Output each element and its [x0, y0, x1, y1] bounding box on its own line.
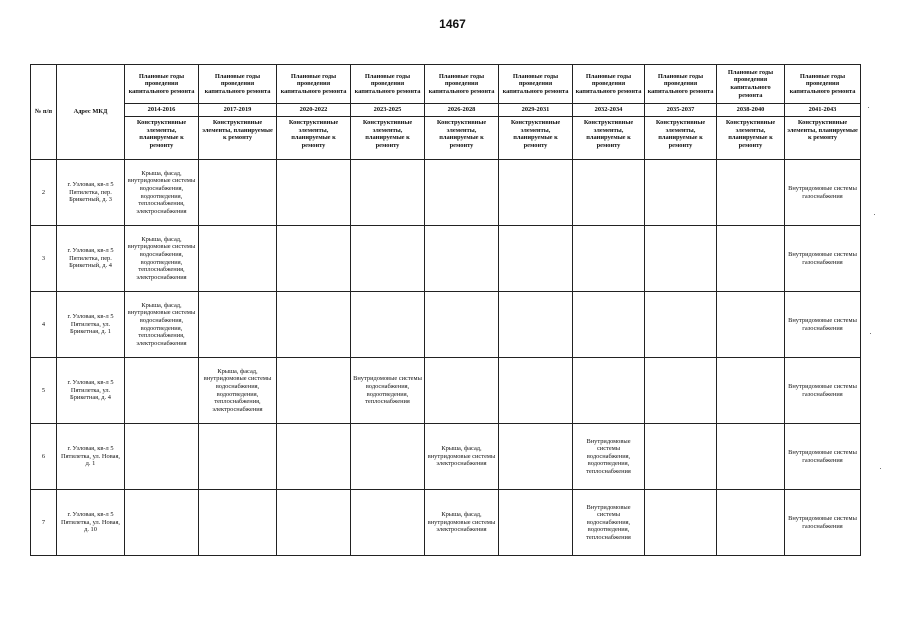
repair-cell — [199, 490, 277, 556]
repair-cell — [351, 160, 425, 226]
repair-cell — [351, 424, 425, 490]
repair-cell — [425, 358, 499, 424]
repair-cell — [573, 160, 645, 226]
period-years: 2026-2028 — [425, 104, 499, 117]
column-header-address: Адрес МКД — [57, 65, 125, 160]
repair-cell — [425, 226, 499, 292]
period-title: Плановые годы проведения капитального ремонта — [125, 65, 199, 104]
elements-header: Конструктивные элементы, планируемые к ремонту — [425, 117, 499, 160]
repair-cell: Внутридомовые системы газоснабжения — [785, 226, 861, 292]
period-title: Плановые годы проведения капитального ремонта — [785, 65, 861, 104]
repair-cell — [573, 292, 645, 358]
page-number: 1467 — [439, 17, 466, 31]
repair-cell — [717, 292, 785, 358]
repair-cell — [277, 358, 351, 424]
period-years: 2023-2025 — [351, 104, 425, 117]
period-years: 2035-2037 — [645, 104, 717, 117]
repair-cell — [125, 424, 199, 490]
period-years: 2038-2040 — [717, 104, 785, 117]
row-number: 2 — [31, 160, 57, 226]
row-address: г. Узловая, кв-л 5 Пятилетка, ул. Брикетная, д. 1 — [57, 292, 125, 358]
repair-cell: Крыша, фасад, внутридомовые системы электроснабжения — [425, 424, 499, 490]
period-years: 2020-2022 — [277, 104, 351, 117]
repair-cell — [425, 292, 499, 358]
row-address: г. Узловая, кв-л 5 Пятилетка, ул. Новая, д. 10 — [57, 490, 125, 556]
repair-cell — [499, 424, 573, 490]
repair-cell — [573, 226, 645, 292]
repair-cell — [499, 358, 573, 424]
row-number: 5 — [31, 358, 57, 424]
elements-header: Конструктивные элементы, планируемые к ремонту — [785, 117, 861, 160]
repair-cell — [199, 160, 277, 226]
repair-cell — [645, 292, 717, 358]
row-number: 4 — [31, 292, 57, 358]
repair-cell — [499, 226, 573, 292]
period-title: Плановые годы проведения капитального ремонта — [425, 65, 499, 104]
repair-cell — [645, 490, 717, 556]
repair-cell — [199, 226, 277, 292]
period-title: Плановые годы проведения капитального ремонта — [351, 65, 425, 104]
repair-cell: Внутридомовые системы водоснабжения, водоотведения, теплоснабжения — [573, 424, 645, 490]
repair-cell — [645, 424, 717, 490]
repair-cell — [717, 424, 785, 490]
row-number: 3 — [31, 226, 57, 292]
row-number: 6 — [31, 424, 57, 490]
repair-cell — [717, 160, 785, 226]
elements-header: Конструктивные элементы, планируемые к ремонту — [125, 117, 199, 160]
elements-header: Конструктивные элементы, планируемые к ремонту — [573, 117, 645, 160]
row-address: г. Узловая, кв-л 5 Пятилетка, ул. Брикетная, д. 4 — [57, 358, 125, 424]
scan-speck — [874, 214, 875, 215]
repair-cell — [499, 292, 573, 358]
repair-cell — [351, 490, 425, 556]
table-row — [31, 226, 861, 292]
repair-cell: Внутридомовые системы водоснабжения, водоотведения, теплоснабжения — [351, 358, 425, 424]
repair-cell — [351, 226, 425, 292]
table-row — [31, 160, 861, 226]
elements-header: Конструктивные элементы, планируемые к ремонту — [499, 117, 573, 160]
period-years: 2032-2034 — [573, 104, 645, 117]
repair-cell: Внутридомовые системы газоснабжения — [785, 358, 861, 424]
scan-speck — [880, 468, 881, 469]
repair-cell: Крыша, фасад, внутридомовые системы водоснабжения, водоотведения, теплоснабжения, электроснабжения — [125, 160, 199, 226]
repair-cell — [717, 358, 785, 424]
repair-cell: Крыша, фасад, внутридомовые системы водоснабжения, водоотведения, теплоснабжения, электроснабжения — [199, 358, 277, 424]
repair-cell: Внутридомовые системы газоснабжения — [785, 292, 861, 358]
repair-cell: Крыша, фасад, внутридомовые системы водоснабжения, водоотведения, теплоснабжения, электроснабжения — [125, 292, 199, 358]
scan-speck — [868, 107, 869, 108]
repair-cell — [717, 490, 785, 556]
row-number: 7 — [31, 490, 57, 556]
period-years: 2017-2019 — [199, 104, 277, 117]
table-row — [31, 292, 861, 358]
period-years: 2041-2043 — [785, 104, 861, 117]
period-title: Плановые годы проведения капитального ремонта — [277, 65, 351, 104]
period-title: Плановые годы проведения капитального ремонта — [573, 65, 645, 104]
period-title: Плановые годы проведения капитального ремонта — [717, 65, 785, 104]
repair-cell — [277, 490, 351, 556]
table-row — [31, 424, 861, 490]
repair-cell — [277, 292, 351, 358]
repair-cell — [499, 490, 573, 556]
repair-cell — [199, 424, 277, 490]
repair-cell — [645, 226, 717, 292]
row-address: г. Узловая, кв-л 5 Пятилетка, пер. Брикетный, д. 4 — [57, 226, 125, 292]
capital-repair-table — [30, 64, 861, 556]
row-address: г. Узловая, кв-л 5 Пятилетка, ул. Новая, д. 1 — [57, 424, 125, 490]
repair-cell — [125, 358, 199, 424]
repair-cell — [351, 292, 425, 358]
table-row — [31, 358, 861, 424]
repair-cell — [199, 292, 277, 358]
repair-cell — [425, 160, 499, 226]
repair-cell — [645, 358, 717, 424]
repair-cell: Внутридомовые системы газоснабжения — [785, 424, 861, 490]
repair-cell: Внутридомовые системы водоснабжения, водоотведения, теплоснабжения — [573, 490, 645, 556]
period-title: Плановые годы проведения капитального ремонта — [499, 65, 573, 104]
repair-cell — [573, 358, 645, 424]
column-header-number: № п/п — [31, 65, 57, 160]
elements-header: Конструктивные элементы, планируемые к ремонту — [351, 117, 425, 160]
period-title: Плановые годы проведения капитального ремонта — [645, 65, 717, 104]
elements-header: Конструктивные элементы, планируемые к ремонту — [199, 117, 277, 160]
repair-cell — [277, 226, 351, 292]
elements-header: Конструктивные элементы, планируемые к ремонту — [645, 117, 717, 160]
elements-header: Конструктивные элементы, планируемые к ремонту — [277, 117, 351, 160]
repair-cell: Внутридомовые системы газоснабжения — [785, 490, 861, 556]
repair-cell — [645, 160, 717, 226]
row-address: г. Узловая, кв-л 5 Пятилетка, пер. Брикетный, д. 3 — [57, 160, 125, 226]
period-years: 2014-2016 — [125, 104, 199, 117]
repair-cell — [277, 160, 351, 226]
period-years: 2029-2031 — [499, 104, 573, 117]
repair-cell — [499, 160, 573, 226]
period-title: Плановые годы проведения капитального ремонта — [199, 65, 277, 104]
scan-speck — [870, 333, 871, 334]
repair-cell — [717, 226, 785, 292]
repair-cell: Внутридомовые системы газоснабжения — [785, 160, 861, 226]
table-row — [31, 490, 861, 556]
elements-header: Конструктивные элементы, планируемые к ремонту — [717, 117, 785, 160]
repair-cell: Крыша, фасад, внутридомовые системы водоснабжения, водоотведения, теплоснабжения, электроснабжения — [125, 226, 199, 292]
repair-cell — [277, 424, 351, 490]
repair-cell — [125, 490, 199, 556]
repair-cell: Крыша, фасад, внутридомовые системы электроснабжения — [425, 490, 499, 556]
